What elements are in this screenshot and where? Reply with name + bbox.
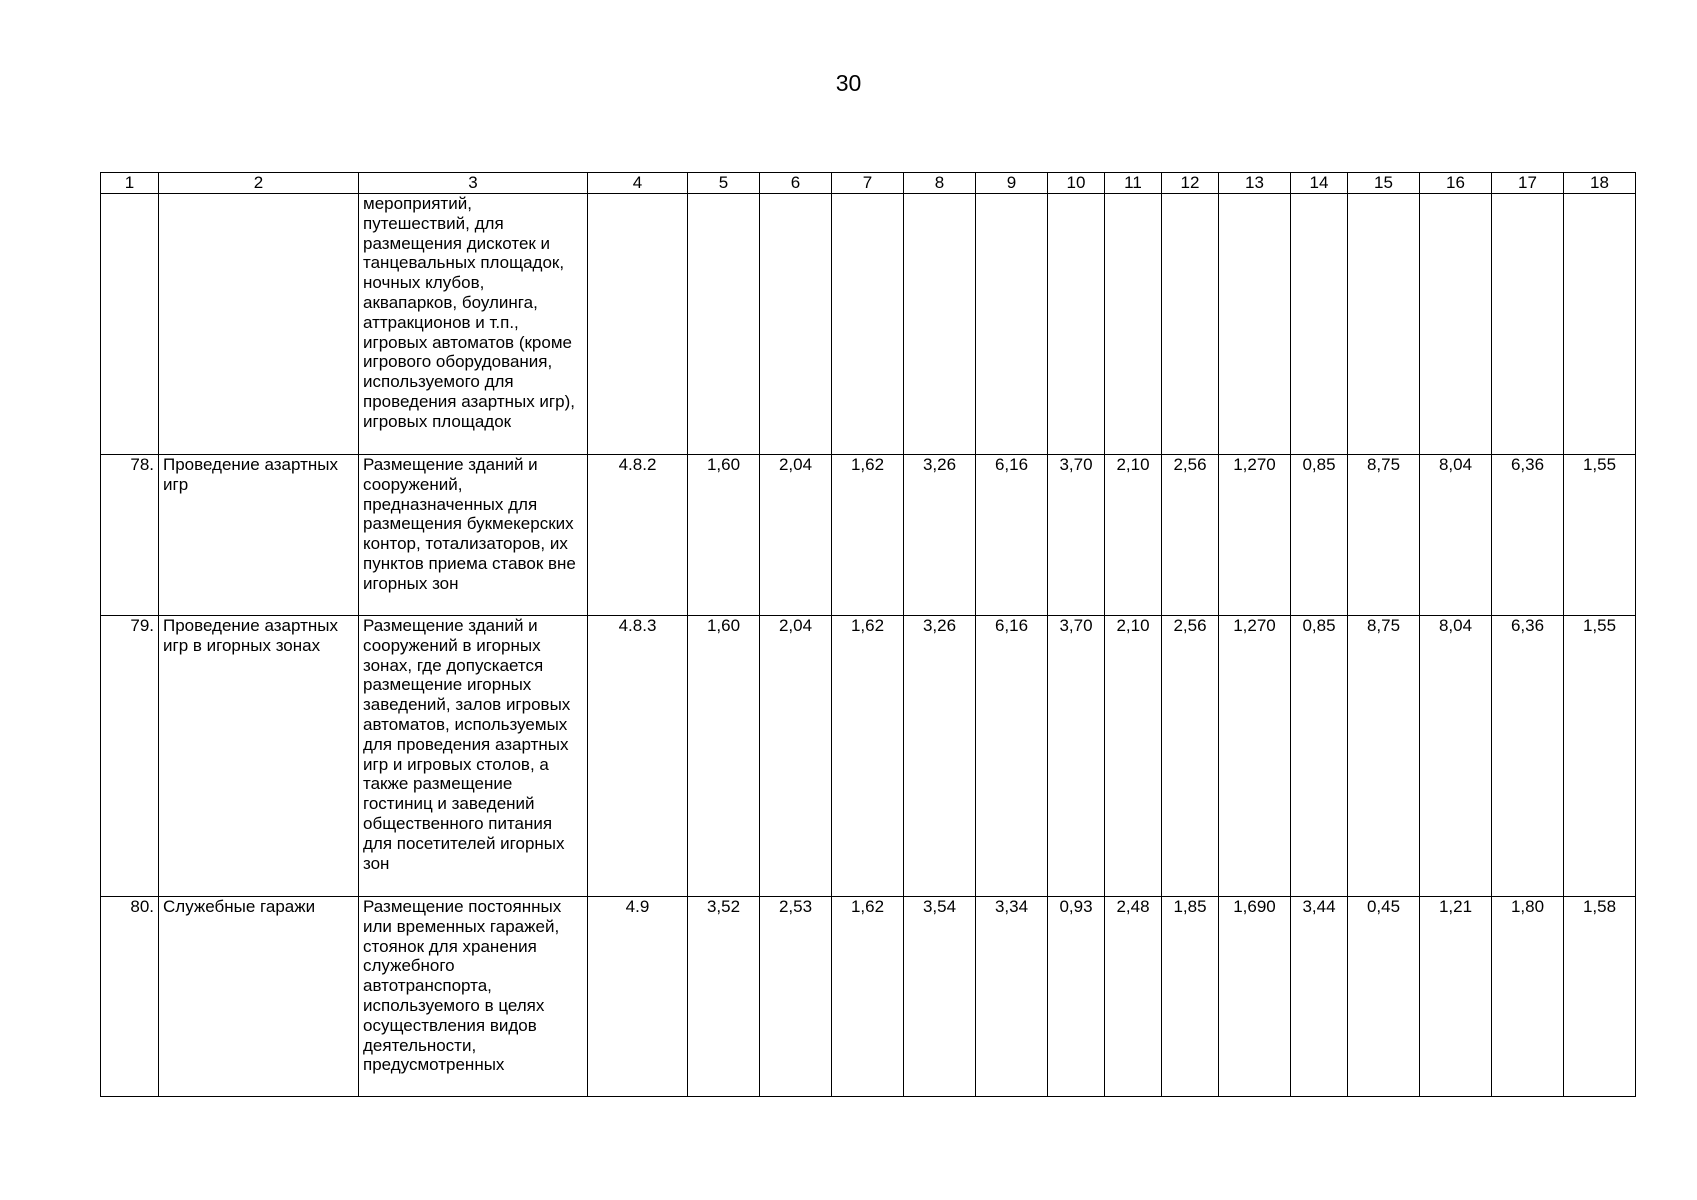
header-cell: 10 bbox=[1048, 173, 1105, 194]
row-code-text: 4.8.2 bbox=[618, 455, 657, 474]
row-description bbox=[359, 897, 588, 1097]
row-value bbox=[688, 194, 760, 455]
header-cell: 13 bbox=[1219, 173, 1291, 194]
row-value-text: 6,16 bbox=[994, 455, 1029, 474]
header-cell: 1 bbox=[101, 173, 159, 194]
row-value bbox=[904, 194, 976, 455]
row-name bbox=[159, 897, 359, 1097]
header-cell: 8 bbox=[904, 173, 976, 194]
header-cell: 17 bbox=[1492, 173, 1564, 194]
table-row bbox=[101, 455, 1636, 616]
row-description-text: Размещение зданий и сооружений, предназначенных для размещения букмекерских контор, тотализаторов, их пунктов приема ставок вне игорных зон bbox=[363, 455, 576, 593]
row-description-text: Размещение постоянных или временных гаражей, стоянок для хранения служебного автотранспорта, используемого в целях осуществления видов деятельности, предусмотренных bbox=[363, 897, 562, 1075]
row-name-text: Служебные гаражи bbox=[163, 897, 316, 916]
row-value-text: 2,48 bbox=[1116, 897, 1150, 916]
row-value-text: 0,85 bbox=[1302, 455, 1336, 474]
row-value bbox=[1105, 616, 1162, 897]
row-code bbox=[588, 897, 688, 1097]
row-value bbox=[904, 616, 976, 897]
row-value bbox=[976, 194, 1048, 455]
row-value-text: 3,44 bbox=[1302, 897, 1336, 916]
row-value-text: 1,62 bbox=[850, 616, 885, 635]
row-index-text: 80. bbox=[130, 897, 154, 916]
header-cell: 7 bbox=[832, 173, 904, 194]
row-value bbox=[1492, 897, 1564, 1097]
row-value-text: 1,58 bbox=[1582, 897, 1617, 916]
row-value-text: 2,04 bbox=[778, 455, 813, 474]
row-value bbox=[688, 616, 760, 897]
page-number: 30 bbox=[835, 70, 862, 96]
row-value bbox=[1291, 194, 1348, 455]
row-value bbox=[1162, 455, 1219, 616]
row-value bbox=[1348, 455, 1420, 616]
header-cell: 5 bbox=[688, 173, 760, 194]
header-cell: 9 bbox=[976, 173, 1048, 194]
row-value bbox=[832, 194, 904, 455]
row-value bbox=[1564, 455, 1636, 616]
row-description-text: мероприятий, путешествий, для размещения дискотек и танцевальных площадок, ночных клубов, аквапарков, боулинга, аттракционов и т.п., игровых автоматов (кроме игрового оборудования, используемого для проведения азартных игр), игровых площадок bbox=[363, 194, 575, 431]
row-value-text: 8,04 bbox=[1438, 455, 1473, 474]
row-value bbox=[688, 897, 760, 1097]
row-value bbox=[1492, 455, 1564, 616]
row-value bbox=[1291, 616, 1348, 897]
row-value bbox=[832, 897, 904, 1097]
row-value bbox=[1564, 194, 1636, 455]
row-value-text: 2,53 bbox=[778, 897, 813, 916]
row-value-text: 3,52 bbox=[706, 897, 741, 916]
row-value bbox=[976, 616, 1048, 897]
row-index bbox=[101, 194, 159, 455]
row-index-text: 79. bbox=[130, 616, 154, 635]
row-name bbox=[159, 616, 359, 897]
header-cell: 18 bbox=[1564, 173, 1636, 194]
row-name bbox=[159, 455, 359, 616]
row-value-text: 8,04 bbox=[1438, 616, 1473, 635]
row-description-text: Размещение зданий и сооружений в игорных зонах, где допускается размещение игорных заведений, залов игровых автоматов, используемых для проведения азартных игр и игровых столов, а также размещение гостиниц и заведений общественного питания для посетителей игорных зон bbox=[363, 616, 571, 873]
row-value bbox=[832, 616, 904, 897]
row-index bbox=[101, 616, 159, 897]
row-value-text: 2,10 bbox=[1116, 616, 1150, 635]
table-row bbox=[101, 897, 1636, 1097]
row-value-text: 0,85 bbox=[1302, 616, 1336, 635]
row-value-text: 1,21 bbox=[1438, 897, 1473, 916]
row-value bbox=[688, 455, 760, 616]
row-value bbox=[1048, 897, 1105, 1097]
row-value-text: 1,690 bbox=[1233, 897, 1276, 916]
header-cell: 16 bbox=[1420, 173, 1492, 194]
row-value-text: 6,36 bbox=[1510, 455, 1545, 474]
row-value bbox=[1105, 455, 1162, 616]
row-value-text: 3,70 bbox=[1059, 455, 1093, 474]
row-description bbox=[359, 194, 588, 455]
row-code bbox=[588, 194, 688, 455]
row-value bbox=[760, 616, 832, 897]
row-value bbox=[976, 455, 1048, 616]
row-value bbox=[1420, 455, 1492, 616]
header-cell: 12 bbox=[1162, 173, 1219, 194]
row-value bbox=[1162, 194, 1219, 455]
row-value bbox=[1291, 455, 1348, 616]
row-value-text: 1,80 bbox=[1510, 897, 1545, 916]
data-table bbox=[100, 172, 1636, 1097]
row-value bbox=[1105, 194, 1162, 455]
row-value bbox=[904, 455, 976, 616]
row-value-text: 6,36 bbox=[1510, 616, 1545, 635]
row-value-text: 1,85 bbox=[1173, 897, 1207, 916]
row-code bbox=[588, 455, 688, 616]
row-description bbox=[359, 455, 588, 616]
row-value-text: 3,70 bbox=[1059, 616, 1093, 635]
row-value-text: 1,270 bbox=[1233, 455, 1276, 474]
row-value-text: 1,55 bbox=[1582, 616, 1617, 635]
row-description bbox=[359, 616, 588, 897]
row-value bbox=[1219, 455, 1291, 616]
header-cell: 3 bbox=[359, 173, 588, 194]
row-value bbox=[1219, 194, 1291, 455]
row-value bbox=[1348, 897, 1420, 1097]
row-value bbox=[1348, 616, 1420, 897]
row-value bbox=[1492, 616, 1564, 897]
row-value bbox=[760, 455, 832, 616]
row-value bbox=[1219, 897, 1291, 1097]
header-cell: 14 bbox=[1291, 173, 1348, 194]
row-value-text: 2,56 bbox=[1173, 616, 1207, 635]
row-value bbox=[1105, 897, 1162, 1097]
row-value-text: 1,270 bbox=[1233, 616, 1276, 635]
table-row bbox=[101, 194, 1636, 455]
row-value bbox=[1048, 455, 1105, 616]
row-value bbox=[1564, 897, 1636, 1097]
row-value-text: 6,16 bbox=[994, 616, 1029, 635]
header-cell: 11 bbox=[1105, 173, 1162, 194]
row-value bbox=[1492, 194, 1564, 455]
row-value-text: 1,62 bbox=[850, 897, 885, 916]
row-value bbox=[1162, 616, 1219, 897]
header-cell: 4 bbox=[588, 173, 688, 194]
row-index bbox=[101, 455, 159, 616]
header-cell: 6 bbox=[760, 173, 832, 194]
row-value-text: 0,45 bbox=[1366, 897, 1401, 916]
row-value bbox=[1291, 897, 1348, 1097]
row-code-text: 4.9 bbox=[625, 897, 650, 916]
row-value bbox=[760, 194, 832, 455]
header-cell: 15 bbox=[1348, 173, 1420, 194]
row-value-text: 3,26 bbox=[922, 455, 957, 474]
row-value bbox=[976, 897, 1048, 1097]
row-value bbox=[1162, 897, 1219, 1097]
row-value-text: 1,55 bbox=[1582, 455, 1617, 474]
row-value bbox=[904, 897, 976, 1097]
row-code bbox=[588, 616, 688, 897]
row-value-text: 2,04 bbox=[778, 616, 813, 635]
row-value bbox=[832, 455, 904, 616]
row-name-text: Проведение азартных игр bbox=[163, 455, 338, 494]
row-index bbox=[101, 897, 159, 1097]
row-value-text: 2,10 bbox=[1116, 455, 1150, 474]
header-row bbox=[101, 173, 1636, 194]
header-cell: 2 bbox=[159, 173, 359, 194]
row-value-text: 1,60 bbox=[706, 616, 741, 635]
row-value-text: 8,75 bbox=[1366, 455, 1401, 474]
row-value-text: 2,56 bbox=[1173, 455, 1207, 474]
row-value bbox=[1348, 194, 1420, 455]
row-value bbox=[1219, 616, 1291, 897]
row-value-text: 0,93 bbox=[1059, 897, 1093, 916]
row-name-text: Проведение азартных игр в игорных зонах bbox=[163, 616, 338, 655]
row-code-text: 4.8.3 bbox=[618, 616, 657, 635]
row-value bbox=[1420, 194, 1492, 455]
row-value-text: 1,60 bbox=[706, 455, 741, 474]
row-value bbox=[1564, 616, 1636, 897]
row-value-text: 3,34 bbox=[994, 897, 1029, 916]
row-value bbox=[1420, 616, 1492, 897]
row-value-text: 8,75 bbox=[1366, 616, 1401, 635]
row-value-text: 3,26 bbox=[922, 616, 957, 635]
row-value bbox=[1048, 194, 1105, 455]
row-value bbox=[760, 897, 832, 1097]
row-value bbox=[1420, 897, 1492, 1097]
row-index-text: 78. bbox=[130, 455, 154, 474]
row-value-text: 3,54 bbox=[922, 897, 957, 916]
table-row bbox=[101, 616, 1636, 897]
row-value-text: 1,62 bbox=[850, 455, 885, 474]
row-value bbox=[1048, 616, 1105, 897]
row-name bbox=[159, 194, 359, 455]
